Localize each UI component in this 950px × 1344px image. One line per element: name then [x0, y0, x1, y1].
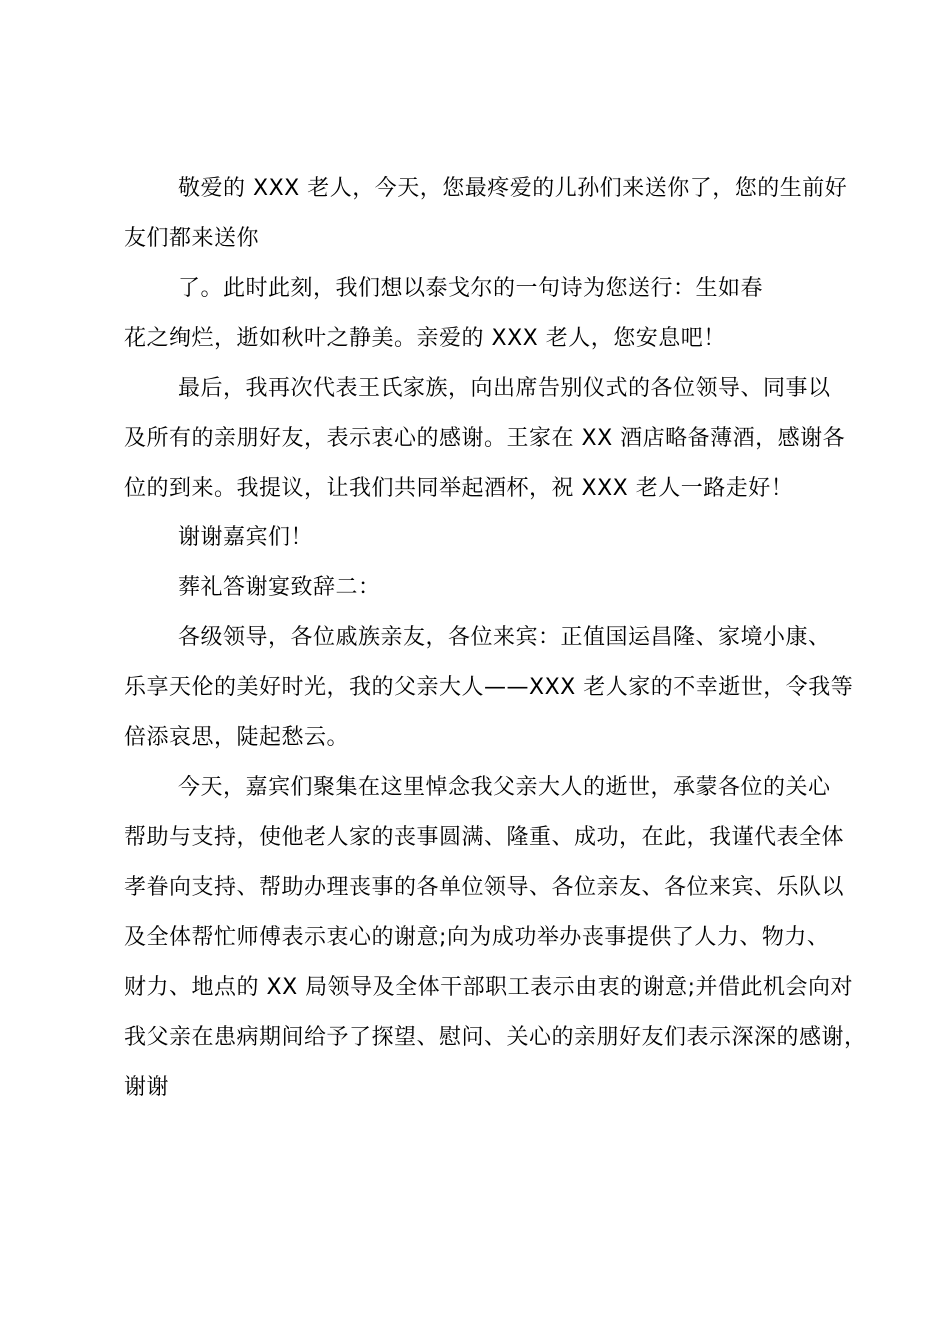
text-line-14: 帮助与支持，使他老人家的丧事圆满、隆重、成功，在此，我谨代表全体	[124, 825, 845, 850]
text-line-4: 花之绚烂，逝如秋叶之静美。亲爱的 XXX 老人，您安息吧！	[124, 326, 726, 351]
text-line-8: 谢谢嘉宾们！	[178, 525, 314, 550]
text-line-18: 我父亲在患病期间给予了探望、慰问、关心的亲朋好友们表示深深的感谢，	[124, 1025, 867, 1050]
text-line-5: 最后，我再次代表王氏家族，向出席告别仪式的各位领导、同事以	[178, 376, 831, 401]
text-line-3: 了。此时此刻，我们想以泰戈尔的一句诗为您送行：生如春	[178, 276, 764, 301]
section-heading: 葬礼答谢宴致辞二：	[178, 575, 381, 600]
text-line-2: 友们都来送你	[124, 226, 260, 251]
text-line-10: 各级领导，各位戚族亲友，各位来宾：正值国运昌隆、家境小康、	[178, 625, 831, 650]
text-line-12: 倍添哀思，陡起愁云。	[124, 725, 350, 750]
text-line-6: 及所有的亲朋好友，表示衷心的感谢。王家在 XX 酒店略备薄酒，感谢各	[124, 426, 846, 451]
text-line-16: 及全体帮忙师傅表示衷心的谢意;向为成功举办丧事提供了人力、物力、	[124, 925, 830, 950]
text-line-17: 财力、地点的 XX 局领导及全体干部职工表示由衷的谢意;并借此机会向对	[124, 975, 854, 1000]
text-line-11: 乐享天伦的美好时光，我的父亲大人——XXX 老人家的不幸逝世，令我等	[124, 675, 854, 700]
text-line-1: 敬爱的 XXX 老人，今天，您最疼爱的儿孙们来送你了，您的生前好	[178, 176, 848, 201]
text-line-19: 谢谢	[124, 1075, 170, 1100]
text-line-13: 今天，嘉宾们聚集在这里悼念我父亲大人的逝世，承蒙各位的关心	[178, 775, 831, 800]
text-line-15: 孝眷向支持、帮助办理丧事的各单位领导、各位亲友、各位来宾、乐队以	[124, 875, 845, 900]
text-line-7: 位的到来。我提议，让我们共同举起酒杯，祝 XXX 老人一路走好！	[124, 476, 794, 501]
